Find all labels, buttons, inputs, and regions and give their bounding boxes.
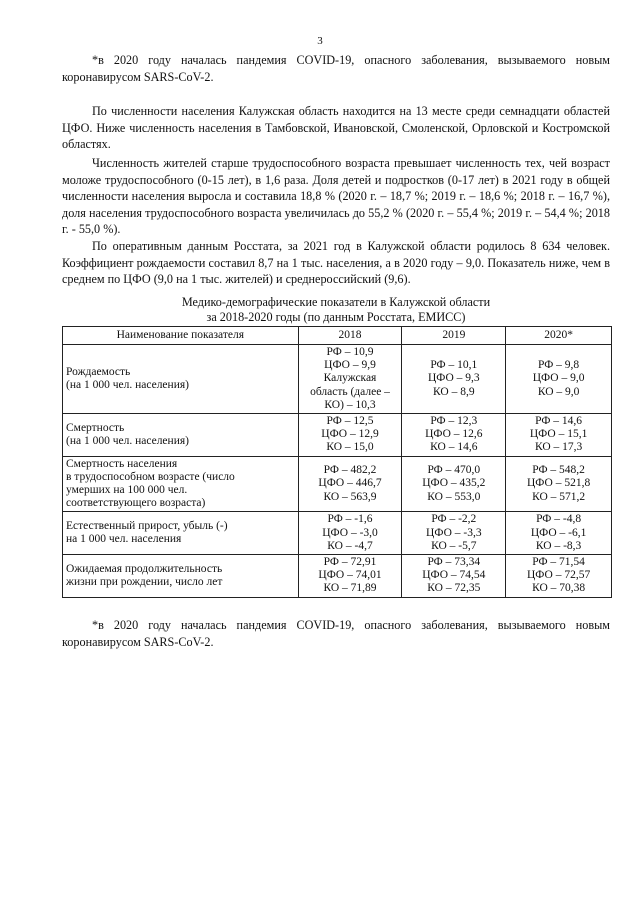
- value-line: РФ – 72,91: [323, 556, 377, 569]
- value-line: ЦФО – 74,01: [318, 569, 382, 582]
- births-paragraph: По оперативным данным Росстата, за 2021 год в Калужской области родилось 8 634 человек. Коэффициент рождаемости составил 8,7 на 1 тыс. населения, а в 2020 году – 9,0. Показатель ниже, чем в среднем по ЦФО (9,0 на 1 тыс. жителей) и среднероссийский (9,6).: [62, 239, 610, 286]
- value-line: РФ – 548,2: [532, 464, 585, 477]
- indicator-name-line: Ожидаемая продолжительность: [66, 562, 223, 575]
- value-line: ЦФО – 72,57: [526, 569, 591, 582]
- value-line: РФ – 482,2: [323, 464, 377, 477]
- value-line: ЦФО – 446,7: [318, 477, 382, 490]
- table-body: [63, 345, 612, 598]
- value-line: ЦФО – 9,3: [427, 372, 480, 385]
- demographic-table: [62, 326, 612, 598]
- value-line: КО – -8,3: [535, 539, 582, 552]
- table-row: [63, 512, 612, 555]
- value-line: ЦФО – 15,1: [529, 428, 588, 441]
- value-line: КО) – 10,3: [324, 398, 376, 411]
- covid-footnote-bottom: *в 2020 году началась пандемия COVID-19, опасного заболевания, вызываемого новым коронавирусом SARS-CoV-2.: [62, 618, 610, 649]
- table-caption-line: Медико-демографические показатели в Калужской области: [181, 295, 491, 309]
- value-cell: [298, 555, 402, 598]
- indicator-name-line: Рождаемость: [66, 365, 131, 378]
- page-number: 3: [317, 35, 323, 47]
- value-cell: [402, 414, 506, 457]
- value-line: КО – 9,0: [537, 385, 580, 398]
- indicator-name-line: (на 1 000 чел. населения): [66, 379, 189, 391]
- value-cell: [506, 512, 612, 555]
- value-line: РФ – 12,5: [326, 415, 374, 428]
- value-line: КО – 72,35: [427, 582, 481, 595]
- value-cell: [298, 512, 402, 555]
- indicator-name-line: (на 1 000 чел. населения): [66, 434, 189, 447]
- value-line: РФ – -2,2: [431, 513, 477, 526]
- value-line: РФ – -4,8: [536, 513, 582, 526]
- value-cell: [506, 414, 612, 457]
- value-line: ЦФО – 9,0: [532, 372, 585, 385]
- value-line: РФ – -1,6: [327, 513, 373, 526]
- value-cell: [402, 512, 506, 555]
- value-line: ЦФО – 521,8: [526, 477, 591, 490]
- value-cell: [298, 414, 402, 457]
- indicator-name-line: соответствующего возраста): [66, 497, 206, 510]
- value-line: РФ – 10,1: [430, 359, 478, 372]
- value-line: РФ – 14,6: [535, 415, 583, 428]
- value-line: ЦФО – 12,6: [425, 428, 483, 441]
- value-line: РФ – 470,0: [427, 464, 481, 477]
- indicator-name-line: умерших на 100 000 чел.: [66, 484, 188, 497]
- value-line: РФ – 71,54: [532, 556, 585, 569]
- value-line: ЦФО – 12,9: [321, 428, 379, 441]
- header-indicator: Наименование показателя: [63, 327, 299, 345]
- table-row: [63, 456, 612, 512]
- table-row: [63, 345, 612, 414]
- value-cell: [298, 456, 402, 512]
- value-line: КО – 14,6: [430, 441, 478, 454]
- value-cell: [402, 345, 506, 414]
- value-line: КО – -4,7: [327, 539, 373, 552]
- value-cell: [506, 456, 612, 512]
- indicator-name-cell: [63, 345, 299, 414]
- value-line: КО – 71,89: [323, 582, 377, 595]
- table-row: [63, 414, 612, 457]
- indicator-name-line: Смертность населения: [66, 457, 178, 470]
- value-line: РФ – 9,8: [538, 359, 580, 372]
- value-cell: [506, 345, 612, 414]
- value-line: ЦФО – -3,3: [426, 526, 482, 539]
- population-rank-paragraph: По численности населения Калужская область находится на 13 месте среди семнадцати областей ЦФО. Ниже численность населения в Тамбовской, Ивановской, Смоленской, Орловской и Костромской областях.: [62, 104, 610, 151]
- indicator-name-line: Смертность: [66, 421, 125, 434]
- value-line: ЦФО – 74,54: [422, 569, 486, 582]
- value-line: КО – 8,9: [433, 385, 475, 398]
- indicator-name-cell: [63, 456, 299, 512]
- value-line: ЦФО – -6,1: [530, 526, 587, 539]
- value-line: КО – 70,38: [532, 582, 586, 595]
- value-line: РФ – 12,3: [430, 415, 478, 428]
- value-cell: [402, 555, 506, 598]
- value-cell: [298, 345, 402, 414]
- value-line: КО – 563,9: [323, 490, 377, 503]
- table-caption-line: за 2018-2020 годы (по данным Росстата, ЕМИСС): [206, 310, 466, 324]
- value-line: Калужская: [323, 372, 377, 385]
- indicator-name-line: на 1 000 чел. населения: [66, 533, 182, 546]
- header-2020: 2020*: [506, 327, 612, 345]
- age-structure-paragraph: Численность жителей старше трудоспособного возраста превышает численность тех, чей возраст моложе трудоспособного (0-15 лет), в 1,6 раза. Доля детей и подростков (0-17 лет) в 2021 году в общей численности населения выросла и составила 18,8 % (2020 г. – 18,7 %; 2019 г. – 18,6 %; 2018 г. – 16,7 %), доля населения трудоспособного возраста увеличилась до 55,2 % (2020 г. – 55,4 %; 2019 г. – 54,4 %; 2018 г. - 55,0 %).: [62, 156, 610, 236]
- value-line: ЦФО – 435,2: [422, 477, 486, 490]
- table-caption: [62, 295, 610, 325]
- value-line: РФ – 10,9: [326, 346, 374, 358]
- value-line: область (далее –: [310, 385, 390, 398]
- value-cell: [402, 456, 506, 512]
- table-row: [63, 555, 612, 598]
- header-2019: 2019: [402, 327, 506, 345]
- indicator-name-cell: [63, 555, 299, 598]
- value-line: ЦФО – -3,0: [322, 526, 378, 539]
- indicator-name-line: Естественный прирост, убыль (-): [66, 520, 228, 533]
- value-line: КО – 17,3: [534, 441, 583, 454]
- covid-footnote-top: *в 2020 году началась пандемия COVID-19, опасного заболевания, вызываемого новым коронавирусом SARS-CoV-2.: [62, 53, 610, 84]
- indicator-name-cell: [63, 414, 299, 457]
- value-cell: [506, 555, 612, 598]
- value-line: РФ – 73,34: [427, 556, 481, 569]
- indicator-name-line: в трудоспособном возрасте (число: [66, 470, 235, 483]
- value-line: КО – 571,2: [532, 490, 586, 503]
- value-line: ЦФО – 9,9: [324, 359, 376, 372]
- value-line: КО – 553,0: [427, 490, 481, 503]
- header-2018: 2018: [298, 327, 402, 345]
- indicator-name-cell: [63, 512, 299, 555]
- indicator-name-line: жизни при рождении, число лет: [66, 575, 223, 588]
- table-header-row: [63, 327, 612, 345]
- value-line: КО – 15,0: [326, 441, 374, 454]
- value-line: КО – -5,7: [431, 539, 477, 552]
